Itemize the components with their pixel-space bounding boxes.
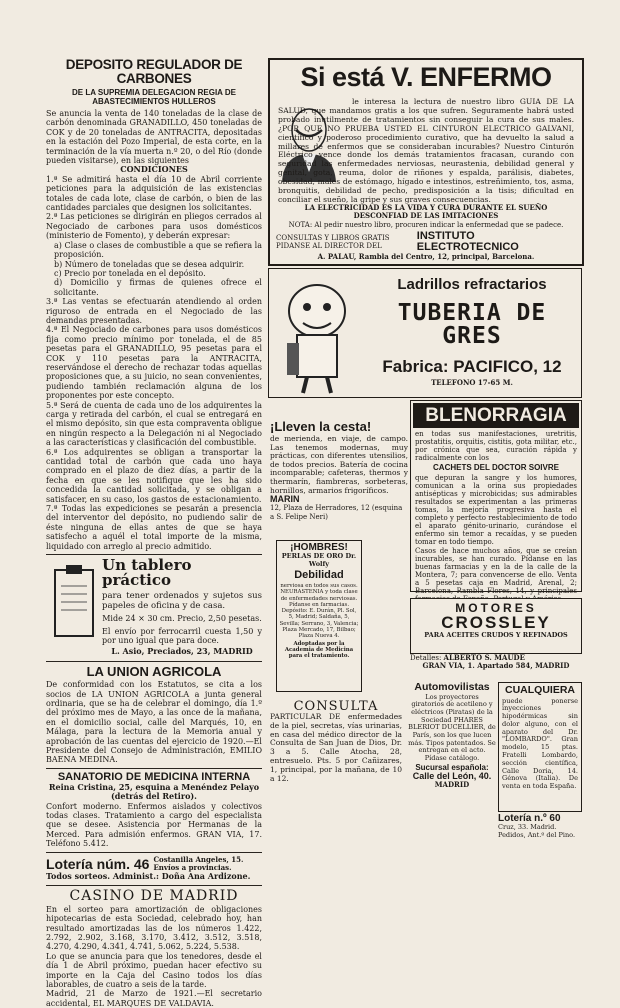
tablero-size: Mide 24 × 30 cm. Precio, 2,50 pesetas. <box>102 614 262 624</box>
motores-ad <box>410 598 582 654</box>
autos-title: Automovilistas <box>414 681 490 693</box>
enfermo-consultas: CONSULTAS Y LIBROS GRATIS PIDANSE AL DIRECTOR DEL <box>276 233 390 251</box>
hombres-perlas: PERLAS DE ORO Dr. Wolfy <box>281 552 357 568</box>
tablero-title: Un tablero práctico <box>102 556 192 590</box>
casino-text-2: Lo que se anuncia para que los tenedores, desde el día 1 de Abril próximo, puedan hacer efectivo su importe en la Caja del Casino todos los días laborables, de cuatro a seis de la tarde. <box>46 951 262 990</box>
agricola-notice <box>46 665 262 765</box>
blenorragia-title: BLENORRAGIA <box>413 403 579 428</box>
carbones-intro: Se anuncia la venta de 140 toneladas de la clase de carbón denominada GRANADILLO, 450 toneladas de COK y de 20 toneladas de ANTRACITA, depositadas en la estación del Pozo Imperial, de esta corte, en la terminación de la vía muerta n.º 20, o del Río (donde pueden visitarse), en las siguientes <box>46 109 262 166</box>
casino-notice <box>46 889 262 1008</box>
enfermo-title: Si está V. ENFERMO <box>300 62 552 92</box>
blenorragia-ad <box>410 400 582 595</box>
carbones-notice <box>46 58 262 551</box>
blenorragia-p3: Casos de hace muchos años, que se creían incurables, se han curado. Pídanse en las buenas farmacias y en la de la calle de la Montera, 7; para convencerse de ello. Venta a 5 pesetas caja en Madrid, Arenal, 2; Barcelona, Rambla Flores, 14, y principales <box>415 547 577 595</box>
agricola-title: LA UNION AGRICOLA <box>86 664 222 680</box>
ladrillos-subtitle: TUBERIA DE GRES <box>397 300 547 349</box>
enfermo-nota: NOTA: Al pedir nuestro libro, procuren indicar la enfermedad que se padece. <box>288 220 564 229</box>
sanatorio-text: Confort moderno. Enfermos aislados y colectivos todas clases. Tratamiento a cargo del especialista que se desee. Asistencia por Hermanas de la Merced. Para admisión enfermos. GRAN VIA, 17. Teléfono 5.412. <box>46 801 262 849</box>
tablero-ad <box>46 558 262 658</box>
cualquiera-title: CUALQUIERA <box>505 684 575 696</box>
sanatorio-title: SANATORIO DE MEDICINA INTERNA <box>57 770 251 783</box>
enfermo-ad <box>268 58 584 266</box>
gres-mascot-icon <box>269 271 369 395</box>
enfermo-institute: INSTITUTO ELECTROTECNICO <box>416 230 519 254</box>
motores-agent: ALBERTO S. MAUDE <box>443 653 525 662</box>
tablero-shipping: El envío por ferrocarril cuesta 1,50 y por uno igual que para doce. <box>102 626 262 645</box>
condition-1: 1.ª Se admitirá hasta el día 10 de Abril corriente peticiones para la adquisición de las existencias totales de cada lote, clase de carbón, o bien de las cantidades parciales que designen los solicitantes. <box>46 174 262 213</box>
condition-2c: c) Precio por tonelada en el depósito. <box>54 268 206 278</box>
cesta-ad <box>270 420 408 532</box>
cesta-address: 12, Plaza de Herradores, 12 (esquina a S. Felipe Neri) <box>270 504 403 521</box>
condition-3: 3.ª Las ventas se efectuarán atendiendo al orden riguroso de entrada en el Negociado de las demandas presentadas. <box>46 297 262 325</box>
loteria-60-text: Cruz, 33. Madrid. Pedidos, Ant.º del Pino. <box>498 823 576 839</box>
loteria-60-title: Lotería n.º 60 <box>498 813 561 824</box>
cesta-title: ¡Lleven la cesta! <box>270 419 372 434</box>
motores-title: MOTORES <box>455 601 537 615</box>
autos-ad <box>408 682 496 852</box>
motores-details <box>410 654 582 678</box>
condition-2b: b) Número de toneladas que se desea adquirir. <box>54 259 245 269</box>
hombres-note: Adoptadas por la Academia de Medicina para el tratamiento. <box>284 640 354 660</box>
condition-5: 5.ª Será de cuenta de cada uno de los adquirentes la carga y retirada del carbón, el cual se entregará en el mismo depósito, sin que esta compraventa obligue en ningún respecto a la Delegación ni al Negociado a las características y clasificación del combustible. <box>46 400 262 448</box>
ladrillos-fabrica: Fabrica: PACIFICO, 12 <box>382 357 562 376</box>
condition-2d: d) Domicilio y firmas de quienes ofrece el solicitante. <box>54 278 262 297</box>
loteria-46-text: Todos sorteos. Administ.: Doña Ana Ardizone. <box>46 871 251 882</box>
condition-2: 2.ª Las peticiones se dirigirán en pliegos cerrados al Negociado de carbones para usos domésticos (ministerio de Fomento), y deberán expresar: <box>46 212 262 241</box>
hombres-ad <box>276 540 362 692</box>
blenorragia-p1: en todas sus manifestaciones, uretritis, prostatitis, orquitis, cistitis, gota militar, etc., por crónica que sea, curación rápida y radicalmente con los <box>415 430 577 462</box>
conditions-title: CONDICIONES <box>120 164 188 175</box>
cesta-brand: MARIN <box>270 494 300 505</box>
loteria-46-ad <box>46 856 262 873</box>
autos-sucursal: Sucursal española: <box>415 762 489 772</box>
hombres-text: nerviosa en todos sus casos. NEURASTENIA y toda clase de enfermedades nerviosas. Pídanse en farmacias. Depósito: E. Durán, Pl. Sol, 5, Madrid; Saldaña, 5, Sevilla; Serrano, 3, Valencia; Plaza Mercado, 17, Bilbao; Plaza Nueva 4. <box>279 583 359 640</box>
ladrillos-title: Ladrillos refractarios <box>397 276 547 293</box>
condition-7: 7.ª Todas las expediciones se pesarán a presencia del interventor del depósito, no pudiendo salir de éste ninguna de ellas antes de que se haya satisfecho a aquél el total importe de la misma, liquidado con arreglo al precio admitido. <box>46 504 262 551</box>
loteria-60-ad <box>498 814 582 852</box>
casino-title: CASINO DE MADRID <box>69 887 239 904</box>
carbones-title: DEPOSITO REGULADOR DE CARBONES <box>65 57 243 86</box>
agricola-text: De conformidad con los Estatutos, se cita a los socios de LA UNION AGRICOLA a junta general ordinaria, que se ha de celebrar el domingo, día 1.º del próximo mes de Mayo, a las once de la mañana, en el domicilio social, calle del Marqués, 10, en Málaga, para la lectura de la Memoria anual y aprobación de las cuentas del ejercicio de 1920.—El Presidente del Consejo de Administración, EMILIO BAENA MEDINA. <box>46 680 262 765</box>
consulta-text: PARTICULAR DE enfermedades de la piel, secretas, vías urinarias, en casa del médico director de la Consulta de San Juan de Dios, Dr. 3 a 5. Calle Atocha, 28, entresuelo. Pts. 5 por Cañizares, 1, principal, por la mañana, de 10 a 12. <box>270 712 402 783</box>
consulta-title: CONSULTA <box>293 699 379 714</box>
loteria-46-title: Lotería núm. 46 <box>46 856 150 872</box>
enfermo-address: A. PALAU, Rambla del Centro, 12, principal, Barcelona. <box>317 252 535 262</box>
cualquiera-ad <box>498 682 582 812</box>
hombres-title: ¡HOMBRES! <box>290 542 348 553</box>
cualquiera-text: puede ponerse inyecciones hipodérmicas sin dolor alguno, con el aparato del Dr. "LOMBARDO". Gran modelo, 15 ptas. Fratelli Lombardo, sección científica, Calle Doria, 14. Génova (Italia). De venta en toda España. <box>502 696 578 791</box>
ladrillos-telefono: TELEFONO 17-65 M. <box>431 378 513 387</box>
motores-brand: CROSSLEY <box>441 613 551 632</box>
enfermo-warning: DESCONFIAD DE LAS IMITACIONES <box>353 211 499 221</box>
blenorragia-brand: CACHETS DEL DOCTOR SOIVRE <box>433 463 559 472</box>
tablero-address: L. Asio, Preciados, 23, MADRID <box>111 646 253 657</box>
enfermo-text: le interesa la lectura de nuestro libro GUIA DE LA SALUD, que mandamos gratis a los que sufren. Seguramente habrá usted probado inutilmente de tratamientos sin conseguir la cura de sus males. ¿POR QUE NO PRUEBA USTED EL CINTURON ELECTRICO GALVANI, científico y poderoso procedimiento curativo, que ha devuelto la salud a millares de enfermos que se consideraban incurables? Nuestro Cinturón Eléctrico vence donde los demás tratamientos fracasan, curando con seguridad las enfermedades nerviosas, neurastenia, debilidad general y genital, gota, reuma, dolor de riñones y espalda, parálisis, diabetes, obesidad, males de estómago, hígado e intestinos, estreñimiento, tos, asma, bronquitis, debilidad de pecho, predisposición a la tisis; dificultad en conciliar el sueño, la gripe y sus graves consecuencias. <box>278 97 574 204</box>
condition-6: 6.ª Los adquirentes se obligan a transportar la cantidad total de carbón que cada uno haya comprado en el plazo de diez días, a partir de la fecha en que se les notifique que les ha sido concedida la cantidad solicitada, y se obligan a satisfacer, en su caso, los gastos de estacionamiento. <box>46 447 262 504</box>
left-column <box>46 57 262 1008</box>
motores-subtitle: PARA ACEITES CRUDOS Y REFINADOS <box>424 631 568 639</box>
sanatorio-ad <box>46 772 262 849</box>
motores-detail-label: Detalles: <box>410 654 442 662</box>
autos-city: MADRID <box>434 779 470 789</box>
casino-signature: Madrid, 21 de Marzo de 1921.—El secretario accidental, EL MARQUES DE VALDAVIA. <box>46 989 262 1008</box>
autos-text: Los proyectores giratorios de acetileno y eléctricos (Piratas) de la Sociedad PHARES BLERIOT DUCELLIER, de París, son los que lucen más. Tipos patentados. Se entregan en el acto. Pídase catálogo. <box>408 692 496 763</box>
casino-text: En el sorteo para amortización de obligaciones hipotecarias de esta Sociedad, celebrado hoy, han resultado amortizadas las de los números 1.422, 2.792, 2.902, 3.168, 3.170, 3.412, 3.512, 3.518, 4.270, 4.290, 4.341, 4.741, 5.062, 5.224, 5.538. <box>46 904 262 952</box>
carbones-subtitle: DE LA SUPREMIA DELEGACION REGIA DE ABASTECIMIENTOS HULLEROS <box>71 88 236 106</box>
sanatorio-address: Reina Cristina, 25, esquina a Menéndez Pelayo (detrás del Retiro). <box>48 781 260 802</box>
condition-2a: a) Clase o clases de combustible a que se refiera la proposición. <box>54 240 262 260</box>
condition-4: 4.ª El Negociado de carbones para usos domésticos fija como precio mínimo por tonelada, el de 85 pesetas para el GRANADILLO, 95 pesetas para el COK y 110 pesetas para la ANTRACITA, reservándose el derecho de rechazar todas aquellas proposiciones que, a su juicio, no sean convenientes, pudiendo también reclamación alguna de los proponentes por este concepto. <box>46 325 262 401</box>
motores-address: GRAN VIA, 1. Apartado 584, MADRID <box>422 661 570 671</box>
clipboard-icon <box>52 562 96 640</box>
loteria-46-address: Costanilla Angeles, 15. Envíos a provincias. <box>153 854 244 872</box>
consulta-ad <box>270 700 402 850</box>
enfermo-slogan: LA ELECTRICIDAD ES LA VIDA Y CURA DURANTE EL SUEÑO <box>304 203 548 212</box>
hombres-debilidad: Debilidad <box>294 569 344 581</box>
autos-address: Calle del León, 40. <box>412 770 492 781</box>
blenorragia-p2: que depuran la sangre y los humores, comunican a la orina sus propiedades antisépticas y microbicidas; sus admirables resultados se experimentan a las primeras tomas, la mejoría progresiva hasta el completo y perfecto restablecimiento de todo el aparato génito-urinario, curándose el enfermo sin temor a recaídas, y se pueden tomar en todo tiempo. <box>415 474 577 546</box>
ladrillos-ad <box>268 268 582 398</box>
tablero-desc: para tener ordenados y sujetos sus papeles de oficina y de casa. <box>102 591 262 612</box>
cesta-text: de merienda, en viaje, de campo. Las tenemos modernas, muy prácticas, con diferentes utensilios, de todos precios. Batería de cocina incomparable; cafeteras, thermos y thermarín, fiambreras, sorbeteras, hornillos, armarios frigoríficos. <box>270 434 408 495</box>
